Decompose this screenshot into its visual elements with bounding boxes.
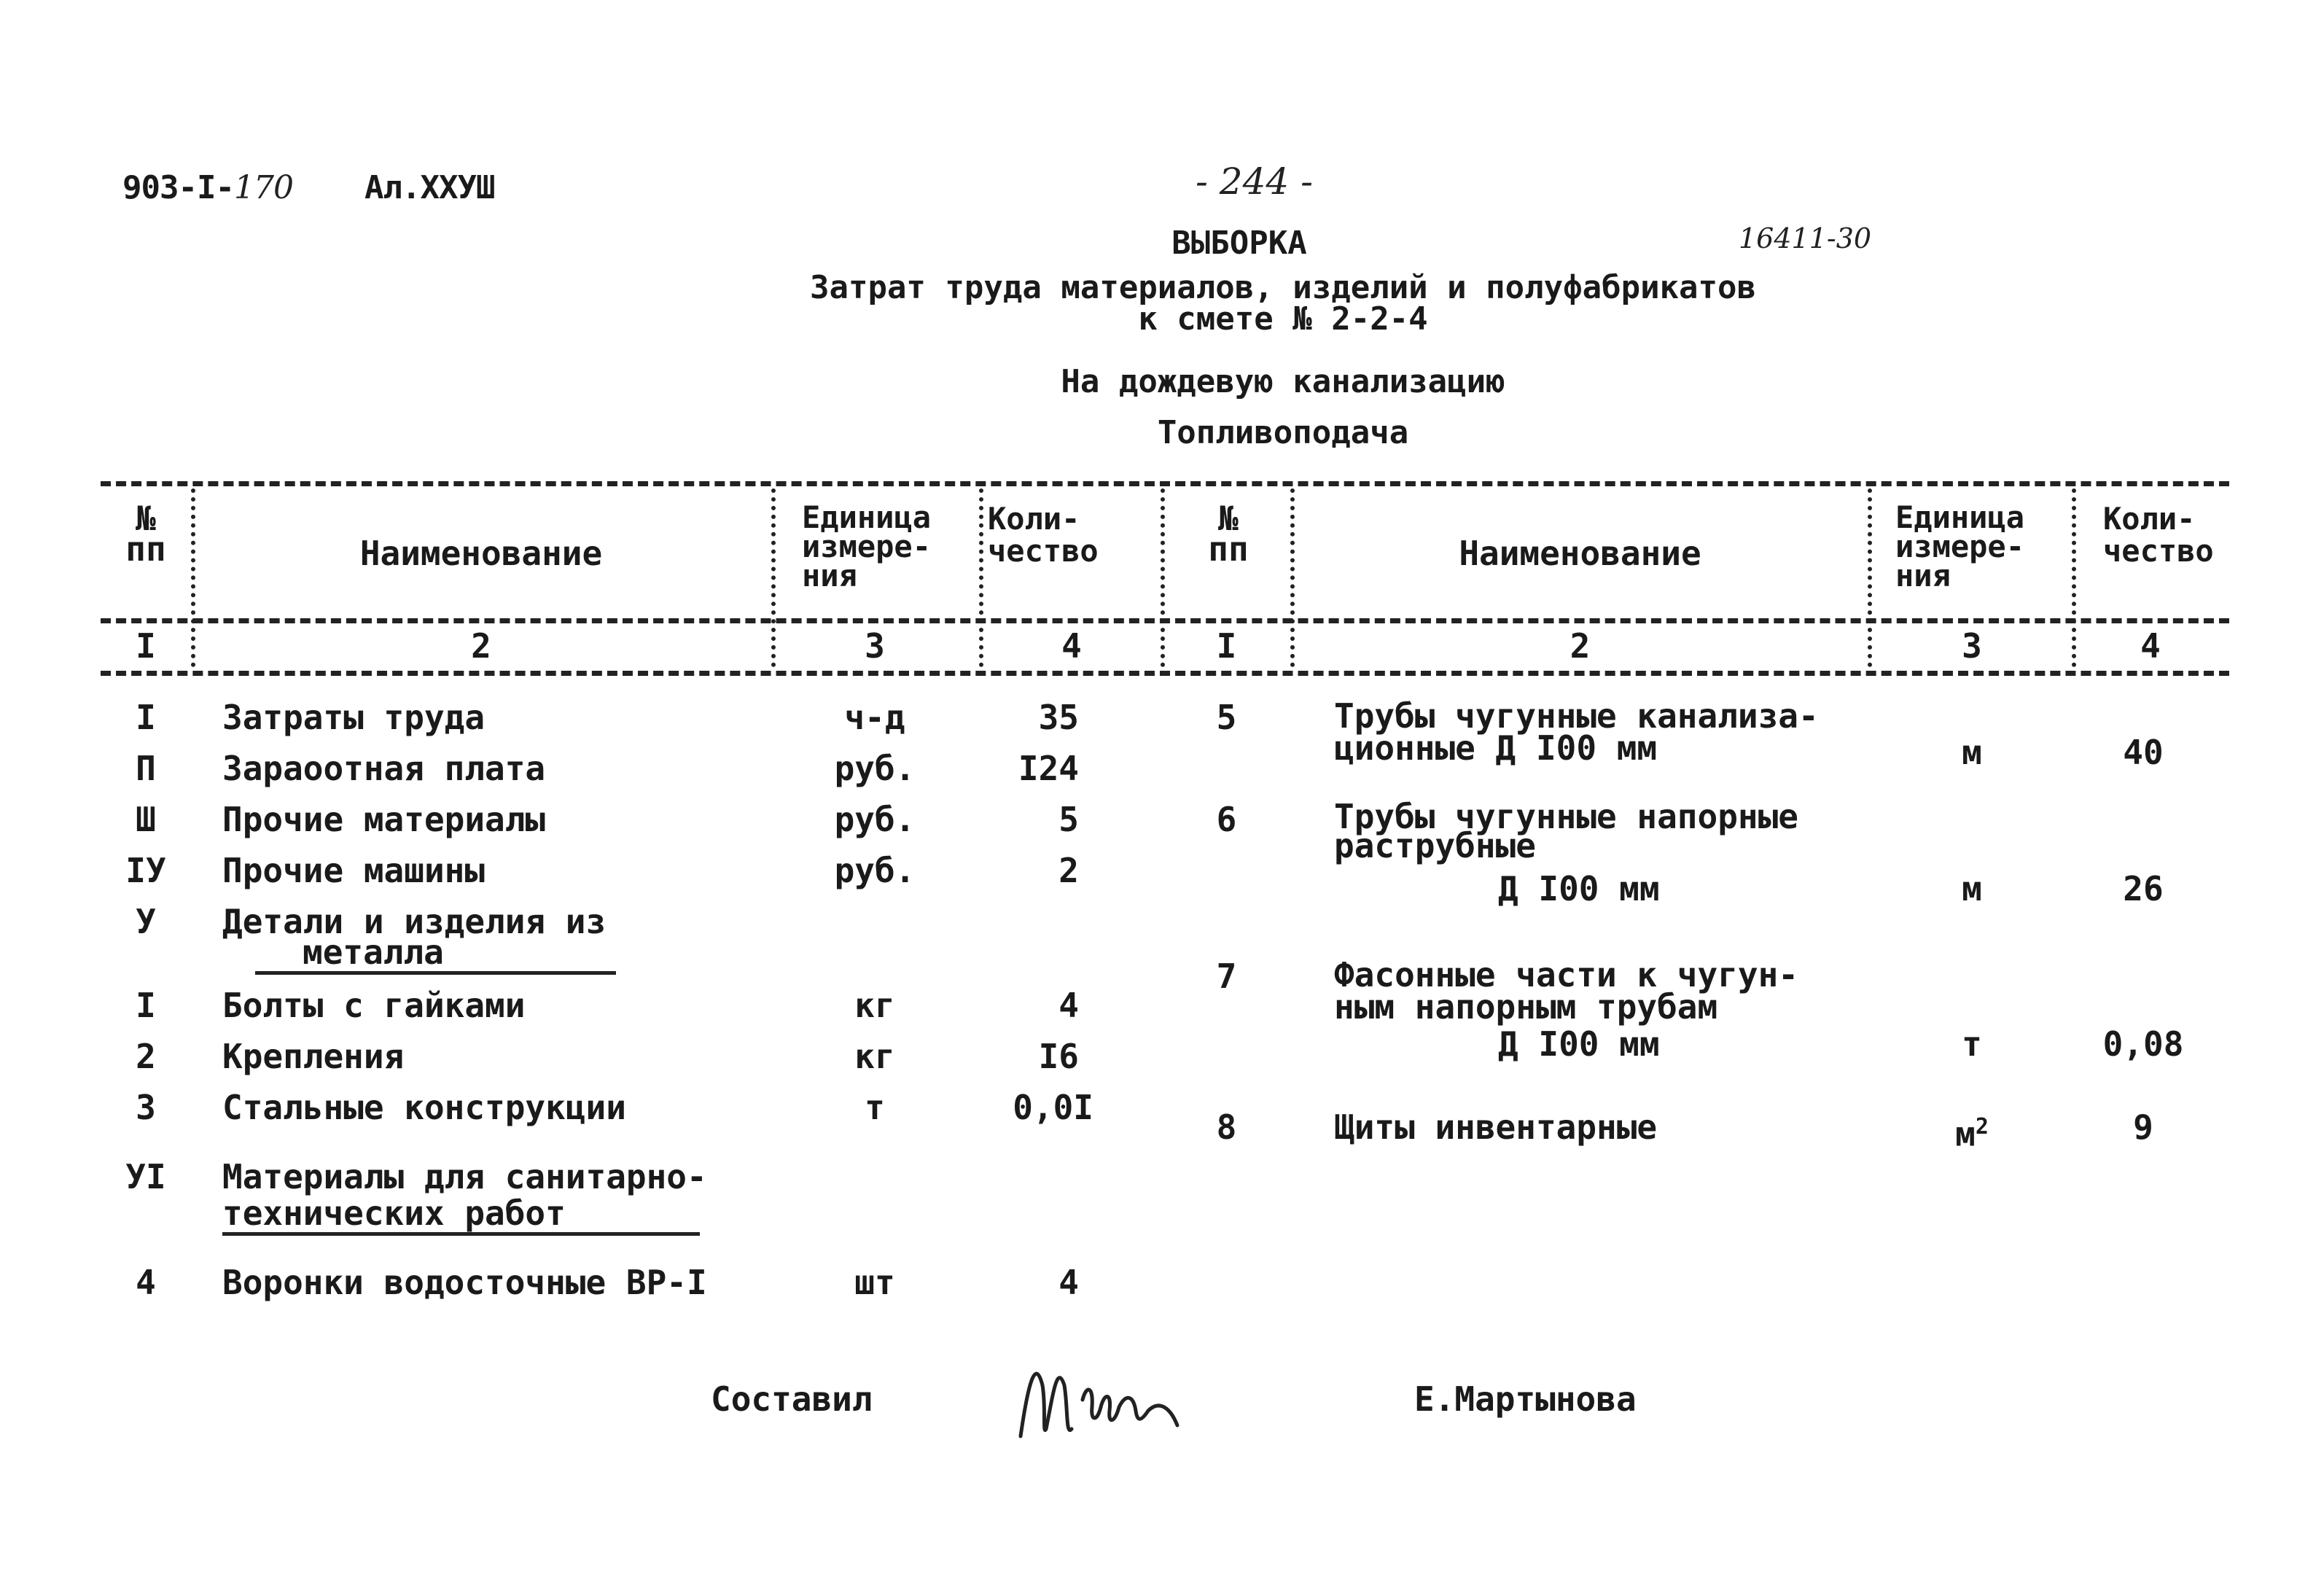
row-unit: т bbox=[1962, 1024, 1982, 1064]
row-num: П bbox=[136, 749, 156, 788]
subsection-title: Топливоподача bbox=[1157, 414, 1409, 451]
row-name: Прочие машины bbox=[222, 851, 486, 890]
section-name-cont: технических работ bbox=[222, 1193, 566, 1233]
row-name: Воронки водосточные ВР-I bbox=[222, 1263, 707, 1302]
colnum-1-right: I bbox=[1216, 626, 1237, 666]
row-num: IУ bbox=[125, 851, 166, 890]
col-sep bbox=[771, 488, 776, 667]
section-name-cont: металла bbox=[303, 932, 444, 972]
row-num: 6 bbox=[1216, 800, 1237, 839]
header-name: Наименование bbox=[359, 534, 603, 573]
table-colnum-line bbox=[101, 671, 2229, 676]
compiled-label: Составил bbox=[711, 1379, 873, 1419]
section-underline bbox=[222, 1232, 700, 1236]
row-name: Трубы чугунные канализа- ционные Д I00 мм bbox=[1334, 696, 1819, 768]
compiler-name: Е.Мартынова bbox=[1414, 1379, 1637, 1419]
document-number: 16411-30 bbox=[1739, 222, 1872, 254]
header-unit: Единица измере- ния bbox=[802, 499, 932, 593]
section-name: Материалы для санитарно- bbox=[222, 1157, 707, 1196]
row-unit: шт bbox=[854, 1263, 895, 1302]
row-unit: руб. bbox=[834, 800, 916, 839]
row-unit: м bbox=[1962, 733, 1982, 772]
row-qty: I24 bbox=[1018, 749, 1079, 788]
row-name: Затраты труда bbox=[222, 698, 486, 737]
row-name: Фасонные части к чугун- ным напорным трубам bbox=[1334, 955, 1798, 1027]
row-num: I bbox=[136, 698, 156, 737]
section-num: УI bbox=[125, 1157, 166, 1196]
row-num: 2 bbox=[136, 1037, 156, 1076]
row-qty: 2 bbox=[1058, 851, 1079, 890]
page-number: - 244 - bbox=[1196, 160, 1314, 203]
col-sep bbox=[1161, 488, 1165, 667]
row-qty: I6 bbox=[1038, 1037, 1079, 1076]
row-unit: кг bbox=[854, 1037, 895, 1076]
doc-subtitle: Затрат труда материалов, изделий и полуфабрикатов bbox=[809, 269, 1757, 306]
col-sep bbox=[191, 488, 195, 667]
row-name: Крепления bbox=[222, 1037, 405, 1076]
row-num: 7 bbox=[1216, 957, 1237, 996]
table-top-line bbox=[101, 481, 2229, 486]
col-sep bbox=[979, 488, 983, 667]
row-name: Зараоотная плата bbox=[222, 749, 546, 788]
colnum-4-right: 4 bbox=[2140, 626, 2161, 666]
project-code: 903-I- bbox=[122, 169, 234, 206]
row-unit: кг bbox=[854, 986, 895, 1025]
header-unit-right: Единица измере- ния bbox=[1895, 499, 2025, 593]
row-name: Щиты инвентарные bbox=[1334, 1107, 1658, 1147]
row-qty: 5 bbox=[1058, 800, 1079, 839]
col-sep bbox=[1868, 488, 1872, 667]
row-unit: т bbox=[865, 1088, 885, 1127]
row-name-spec: Д I00 мм bbox=[1498, 869, 1660, 908]
row-num: I bbox=[136, 986, 156, 1025]
section-num: У bbox=[136, 902, 156, 941]
row-num: 5 bbox=[1216, 698, 1237, 737]
row-num: Ш bbox=[136, 800, 156, 839]
row-unit: $м^2$ bbox=[1955, 1114, 1989, 1154]
header-qty-right: Коли- чество bbox=[2103, 501, 2214, 569]
colnum-4: 4 bbox=[1061, 626, 1082, 666]
row-unit: ч-д bbox=[844, 698, 905, 737]
row-qty: 35 bbox=[1038, 698, 1079, 737]
estimate-ref: к смете № 2-2-4 bbox=[1138, 300, 1428, 338]
header-name-right: Наименование bbox=[1459, 534, 1701, 573]
section-title: На дождевую канализацию bbox=[1061, 363, 1505, 400]
row-qty: 0,0I bbox=[1013, 1088, 1093, 1127]
project-code-handwritten: 170 bbox=[233, 169, 293, 206]
row-name: Болты с гайками bbox=[222, 986, 526, 1025]
header-qty: Коли- чество bbox=[988, 501, 1099, 569]
row-unit: руб. bbox=[834, 851, 916, 890]
colnum-3-right: 3 bbox=[1962, 626, 1982, 666]
album-number: Ал.XXУШ bbox=[364, 169, 495, 206]
colnum-1: I bbox=[136, 626, 156, 666]
table-header-line bbox=[101, 618, 2229, 623]
colnum-3: 3 bbox=[865, 626, 885, 666]
row-name: Прочие материалы bbox=[222, 800, 546, 839]
row-num: 4 bbox=[136, 1263, 156, 1302]
colnum-2-right: 2 bbox=[1570, 626, 1591, 666]
row-qty: 9 bbox=[2133, 1107, 2153, 1147]
row-name: Стальные конструкции bbox=[222, 1088, 626, 1127]
row-qty: 26 bbox=[2123, 869, 2164, 908]
header-num-right: № пп bbox=[1208, 499, 1249, 569]
row-num: 3 bbox=[136, 1088, 156, 1127]
row-qty: 0,08 bbox=[2102, 1024, 2184, 1064]
row-unit: руб. bbox=[834, 749, 916, 788]
row-num: 8 bbox=[1216, 1107, 1237, 1147]
row-qty: 40 bbox=[2123, 733, 2164, 772]
col-sep bbox=[2072, 488, 2076, 667]
doc-title: ВЫБОРКА bbox=[1171, 225, 1307, 262]
section-name: Детали и изделия из bbox=[222, 902, 607, 941]
row-qty: 4 bbox=[1058, 1263, 1079, 1302]
colnum-2: 2 bbox=[471, 626, 491, 666]
row-name-spec: Д I00 мм bbox=[1498, 1024, 1660, 1064]
col-sep bbox=[1290, 488, 1295, 667]
section-underline bbox=[255, 971, 616, 975]
row-name: Трубы чугунные напорные раструбные bbox=[1334, 797, 1798, 865]
row-unit: м bbox=[1962, 869, 1982, 908]
row-qty: 4 bbox=[1058, 986, 1079, 1025]
signature bbox=[1013, 1341, 1203, 1451]
header-num: № пп bbox=[125, 499, 166, 569]
